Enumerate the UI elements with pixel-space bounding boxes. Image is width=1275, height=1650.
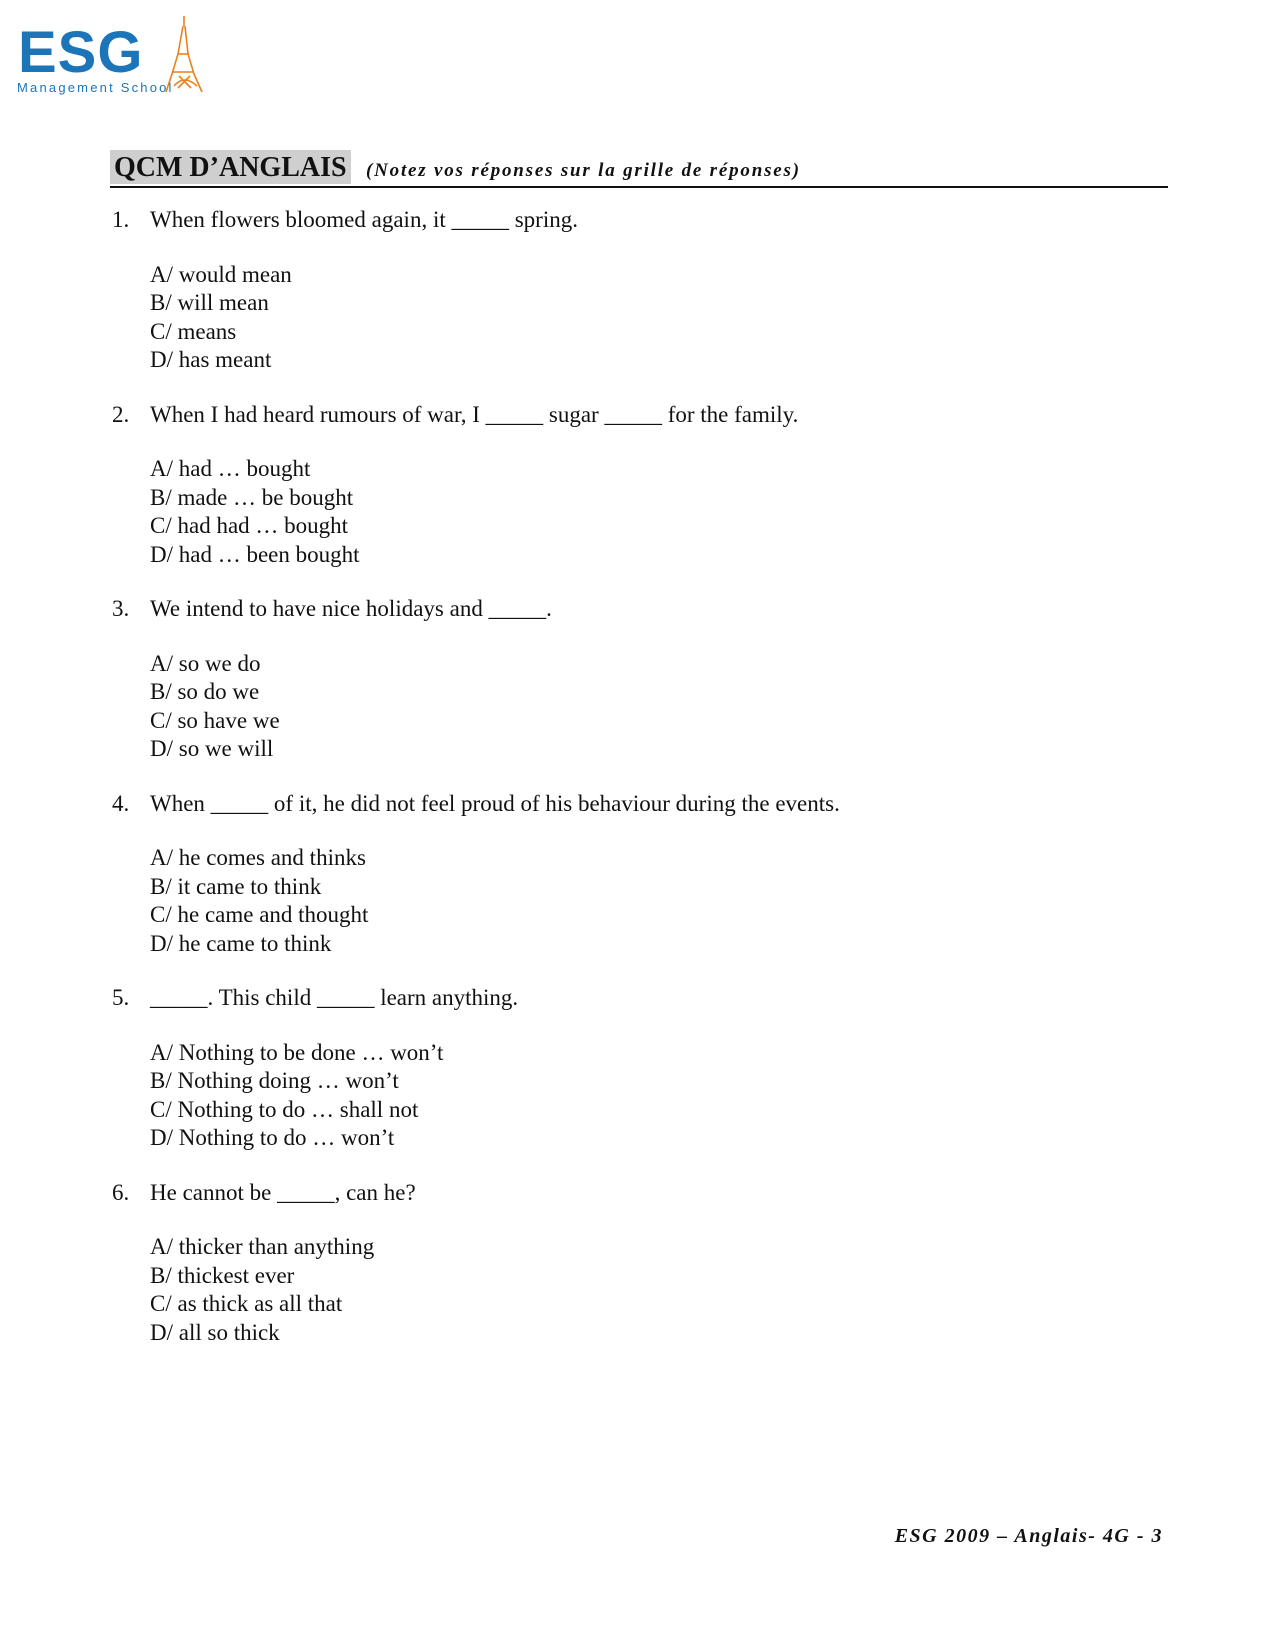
question-2 <box>112 401 1162 570</box>
option-list <box>150 844 1162 958</box>
option-d: D/ has meant <box>150 347 272 372</box>
option-c: C/ so have we <box>150 707 280 733</box>
option-d: D/ had … been bought <box>150 541 360 567</box>
question-number: 4. <box>112 790 130 816</box>
option-d: D/ he came to think <box>150 930 332 956</box>
question-list <box>112 206 1162 1347</box>
option-c: C/ means <box>150 318 237 344</box>
option-c: C/ Nothing to do … shall not <box>150 1096 419 1122</box>
logo-wordmark: ESG <box>18 20 144 85</box>
option-a: A/ thicker than anything <box>150 1234 375 1259</box>
option-a: A/ had … bought <box>150 456 311 481</box>
option-b: B/ will mean <box>150 290 269 315</box>
question-5 <box>112 984 1162 1153</box>
question-text: We intend to have nice holidays and _____. <box>150 596 552 621</box>
page-footer: ESG 2009 – Anglais- 4G - 3 <box>894 1525 1163 1547</box>
option-a: A/ he comes and thinks <box>150 845 366 870</box>
option-b: B/ made … be bought <box>150 484 354 510</box>
page-title: QCM D’ANGLAIS <box>110 150 351 184</box>
question-text: When I had heard rumours of war, I _____ sugar _____ for the family. <box>150 401 799 427</box>
question-text: When _____ of it, he did not feel proud of his behaviour during the events. <box>150 790 840 816</box>
option-list <box>150 261 1162 375</box>
option-c: C/ as thick as all that <box>150 1291 343 1316</box>
question-1 <box>112 206 1162 375</box>
question-number: 6. <box>112 1179 130 1205</box>
logo-subtitle: Management School <box>17 80 174 95</box>
question-number: 5. <box>112 985 130 1010</box>
option-b: B/ so do we <box>150 679 260 704</box>
option-list <box>150 1233 1162 1347</box>
option-list <box>150 650 1162 764</box>
question-6 <box>112 1179 1162 1348</box>
option-c: C/ he came and thought <box>150 902 369 927</box>
question-4 <box>112 790 1162 959</box>
esg-logo <box>14 14 204 100</box>
option-a: A/ Nothing to be done … won’t <box>150 1039 444 1065</box>
option-b: B/ Nothing doing … won’t <box>150 1068 399 1093</box>
option-d: D/ all so thick <box>150 1319 280 1345</box>
question-3 <box>112 595 1162 764</box>
question-number: 3. <box>112 596 130 621</box>
question-text: He cannot be _____, can he? <box>150 1179 416 1205</box>
answer-instruction: (Notez vos réponses sur la grille de réponses) <box>366 160 801 181</box>
question-text: When flowers bloomed again, it _____ spring. <box>150 207 578 232</box>
option-a: A/ would mean <box>150 261 292 287</box>
option-c: C/ had had … bought <box>150 513 349 538</box>
question-number: 2. <box>112 401 130 427</box>
option-b: B/ it came to think <box>150 873 322 899</box>
option-list <box>150 1039 1162 1153</box>
document-header <box>110 150 1168 188</box>
question-number: 1. <box>112 207 130 232</box>
eiffel-tower-icon <box>164 14 204 94</box>
option-list <box>150 455 1162 569</box>
option-d: D/ Nothing to do … won’t <box>150 1125 395 1150</box>
option-a: A/ so we do <box>150 650 261 676</box>
option-b: B/ thickest ever <box>150 1262 295 1288</box>
option-d: D/ so we will <box>150 736 274 761</box>
question-text: _____. This child _____ learn anything. <box>150 985 519 1010</box>
